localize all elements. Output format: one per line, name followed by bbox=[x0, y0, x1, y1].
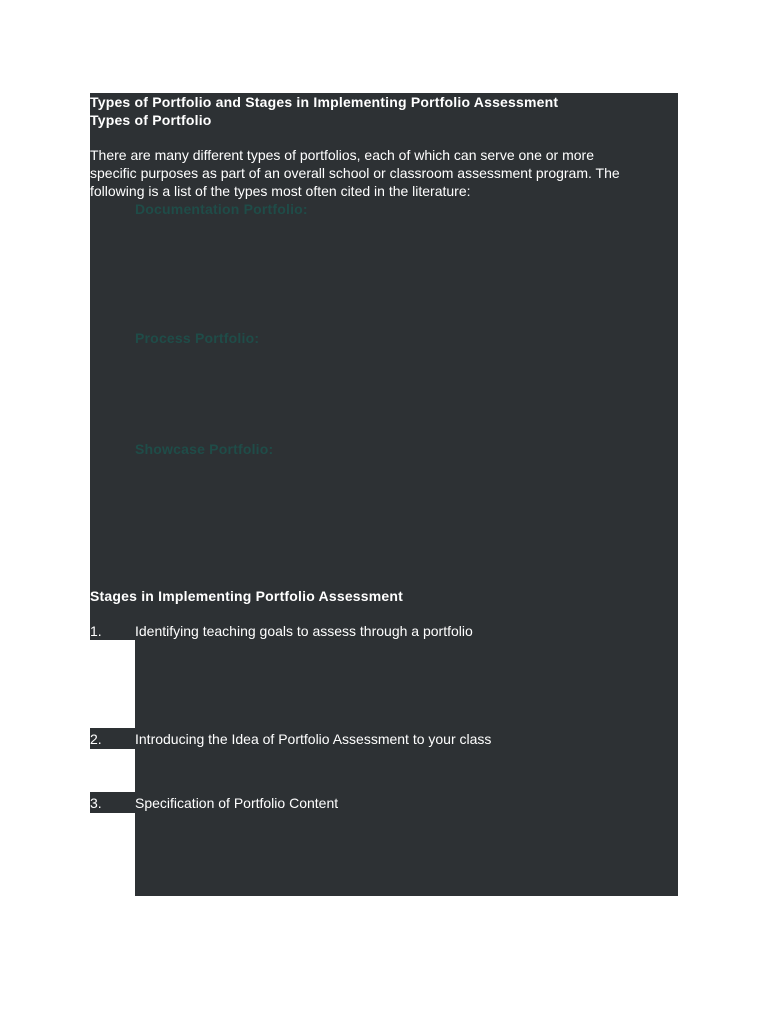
intro-line: following is a list of the types most often cited in the literature: bbox=[90, 183, 471, 199]
stage-text: Identifying teaching goals to assess through a portfolio bbox=[135, 623, 473, 639]
stage-text: Introducing the Idea of Portfolio Assessment to your class bbox=[135, 731, 492, 747]
portfolio-type-documentation: Documentation Portfolio: bbox=[135, 201, 308, 217]
stage-number: 2. bbox=[90, 731, 102, 747]
portfolio-type-showcase: Showcase Portfolio: bbox=[135, 441, 274, 457]
stages-text-column bbox=[135, 640, 678, 896]
document-title: Types of Portfolio and Stages in Implementing Portfolio Assessment bbox=[90, 94, 559, 110]
stage-number: 1. bbox=[90, 623, 102, 639]
section-heading-stages: Stages in Implementing Portfolio Assessment bbox=[90, 588, 404, 604]
intro-line: specific purposes as part of an overall school or classroom assessment program. The bbox=[90, 165, 620, 181]
portfolio-type-process: Process Portfolio: bbox=[135, 330, 260, 346]
intro-line: There are many different types of portfolios, each of which can serve one or more bbox=[90, 147, 594, 163]
section-heading-types: Types of Portfolio bbox=[90, 112, 212, 128]
stage-number: 3. bbox=[90, 795, 102, 811]
stage-text: Specification of Portfolio Content bbox=[135, 795, 339, 811]
